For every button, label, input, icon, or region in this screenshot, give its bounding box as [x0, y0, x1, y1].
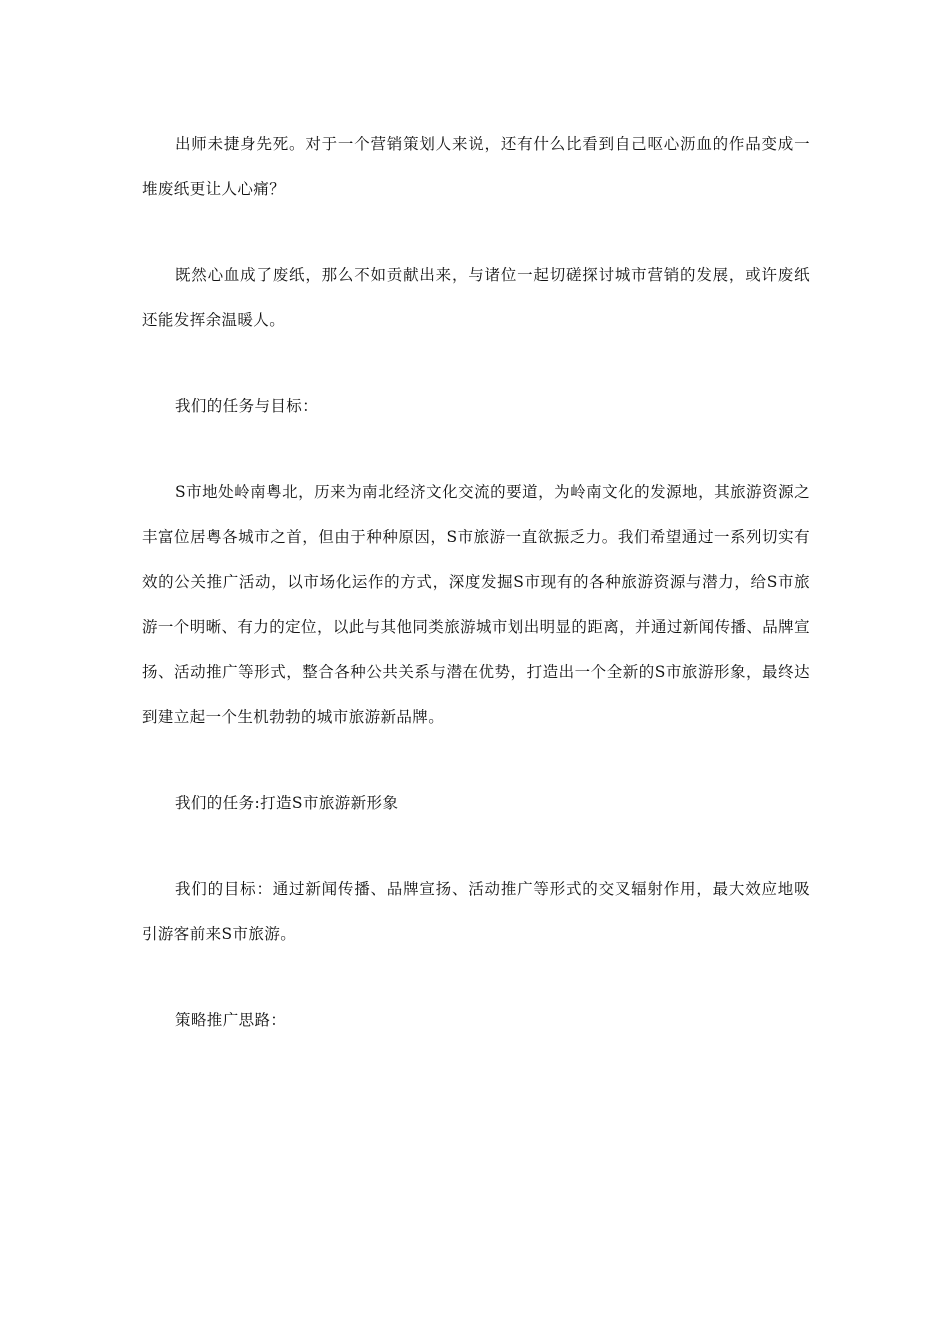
paragraph-intro: 出师未捷身先死。对于一个营销策划人来说，还有什么比看到自己呕心沥血的作品变成一堆废纸更让人心痛？ — [142, 135, 810, 198]
document-body — [142, 122, 810, 1084]
paragraph-contribution: 既然心血成了废纸，那么不如贡献出来，与诸位一起切磋探讨城市营销的发展，或许废纸还能发挥余温暖人。 — [142, 266, 810, 329]
paragraph-city-background: S市地处岭南粤北，历来为南北经济文化交流的要道，为岭南文化的发源地，其旅游资源之丰富位居粤各城市之首，但由于种种原因，S市旅游一直欲振乏力。我们希望通过一系列切实有效的公关推广活动，以市场化运作的方式，深度发掘S市现有的各种旅游资源与潜力，给S市旅游一个明晰、有力的定位，以此与其他同类旅游城市划出明显的距离，并通过新闻传播、品牌宣扬、活动推广等形式，整合各种公共关系与潜在优势，打造出一个全新的S市旅游形象，最终达到建立起一个生机勃勃的城市旅游新品牌。 — [142, 483, 810, 726]
heading-strategy: 策略推广思路： — [175, 1011, 287, 1029]
paragraph-task: 我们的任务:打造S市旅游新形象 — [175, 794, 399, 812]
paragraph-goal: 我们的目标：通过新闻传播、品牌宣扬、活动推广等形式的交叉辐射作用，最大效应地吸引游客前来S市旅游。 — [142, 880, 810, 943]
heading-task-and-goal: 我们的任务与目标： — [175, 397, 319, 415]
